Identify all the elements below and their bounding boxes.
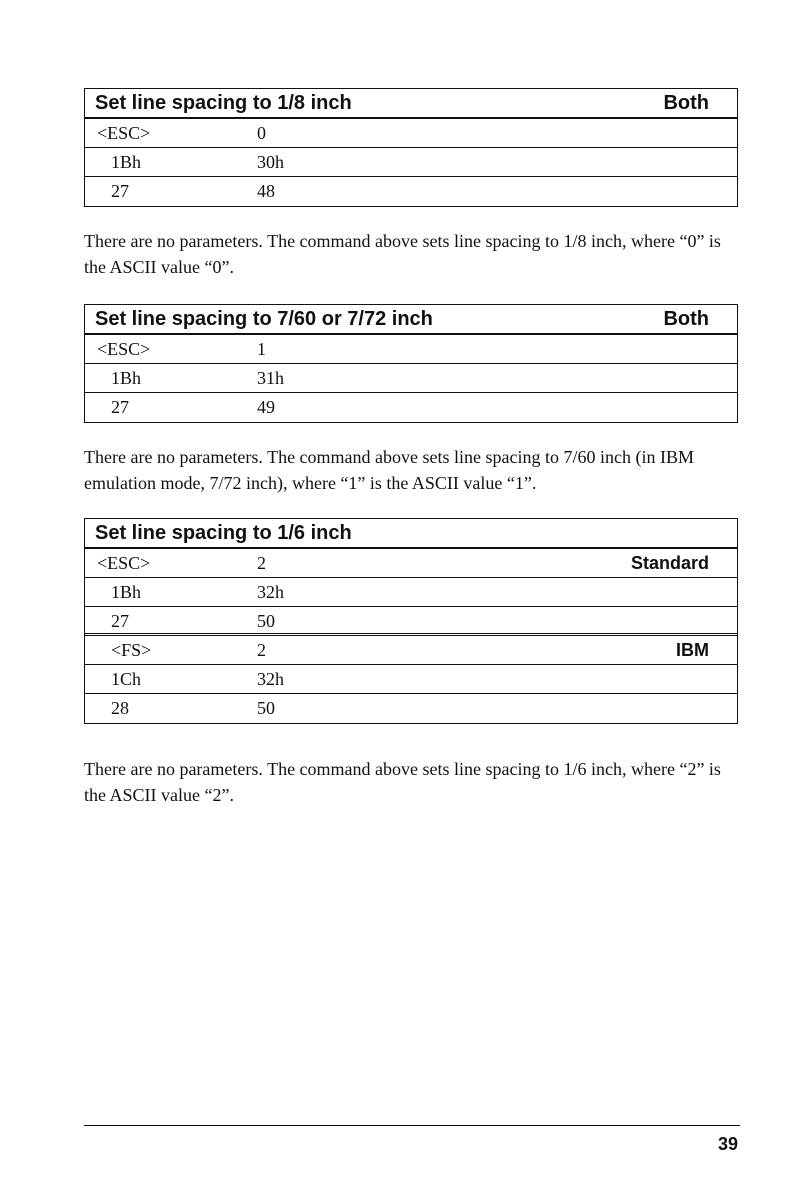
hex-value-cell: 30h	[257, 152, 284, 172]
table-row	[85, 549, 737, 578]
code-cell: <ESC>	[97, 553, 151, 573]
decimal-cell: 27	[111, 181, 129, 201]
command-title-row	[85, 305, 737, 335]
mode-label-standard: Standard	[630, 553, 709, 573]
description-paragraph: There are no parameters. The command above sets line spacing to 7/60 inch (in IBM emulation mode, 7/72 inch), where “1” is the ASCII value “1”.	[84, 447, 694, 493]
command-table-7-60-inch	[84, 304, 738, 423]
code-value-cell: 2	[257, 640, 266, 660]
code-cell: <ESC>	[97, 339, 151, 359]
hex-value-cell: 32h	[257, 582, 284, 602]
hex-cell: 1Ch	[111, 669, 142, 689]
footer-divider	[84, 1125, 740, 1126]
hex-value-cell: 31h	[257, 368, 284, 388]
hex-cell: 1Bh	[111, 368, 142, 388]
decimal-cell: 28	[111, 698, 129, 718]
command-table-1-6-inch	[84, 518, 738, 724]
command-title: Set line spacing to 7/60 or 7/72 inch	[95, 307, 433, 330]
decimal-cell: 27	[111, 397, 129, 417]
command-title-row	[85, 89, 737, 119]
mode-label: Both	[663, 91, 709, 114]
code-value-cell: 1	[257, 339, 266, 359]
decimal-value-cell: 49	[257, 397, 275, 417]
decimal-value-cell: 50	[257, 698, 275, 718]
page-number: 39	[717, 1134, 738, 1154]
command-title: Set line spacing to 1/6 inch	[95, 521, 352, 544]
decimal-value-cell: 50	[257, 611, 275, 631]
decimal-cell: 27	[111, 611, 129, 631]
mode-label-ibm: IBM	[676, 640, 709, 660]
table-row	[85, 148, 737, 177]
description-paragraph: There are no parameters. The command above sets line spacing to 1/6 inch, where “2” is the ASCII value “2”.	[84, 759, 721, 805]
table-row	[85, 578, 737, 607]
decimal-value-cell: 48	[257, 181, 275, 201]
table-row	[85, 694, 737, 723]
table-row	[85, 119, 737, 148]
code-cell: <ESC>	[97, 123, 151, 143]
table-row	[85, 177, 737, 206]
hex-value-cell: 32h	[257, 669, 284, 689]
command-title-row	[85, 519, 737, 549]
code-cell: <FS>	[111, 640, 152, 660]
table-row	[85, 665, 737, 694]
hex-cell: 1Bh	[111, 582, 142, 602]
table-row	[85, 636, 737, 665]
table-row	[85, 335, 737, 364]
table-row	[85, 393, 737, 422]
hex-cell: 1Bh	[111, 152, 142, 172]
table-row	[85, 607, 737, 636]
mode-label: Both	[663, 307, 709, 330]
code-value-cell: 0	[257, 123, 266, 143]
code-value-cell: 2	[257, 553, 266, 573]
table-row	[85, 364, 737, 393]
command-table-1-8-inch	[84, 88, 738, 207]
command-title: Set line spacing to 1/8 inch	[95, 91, 352, 114]
description-paragraph: There are no parameters. The command above sets line spacing to 1/8 inch, where “0” is the ASCII value “0”.	[84, 231, 721, 277]
